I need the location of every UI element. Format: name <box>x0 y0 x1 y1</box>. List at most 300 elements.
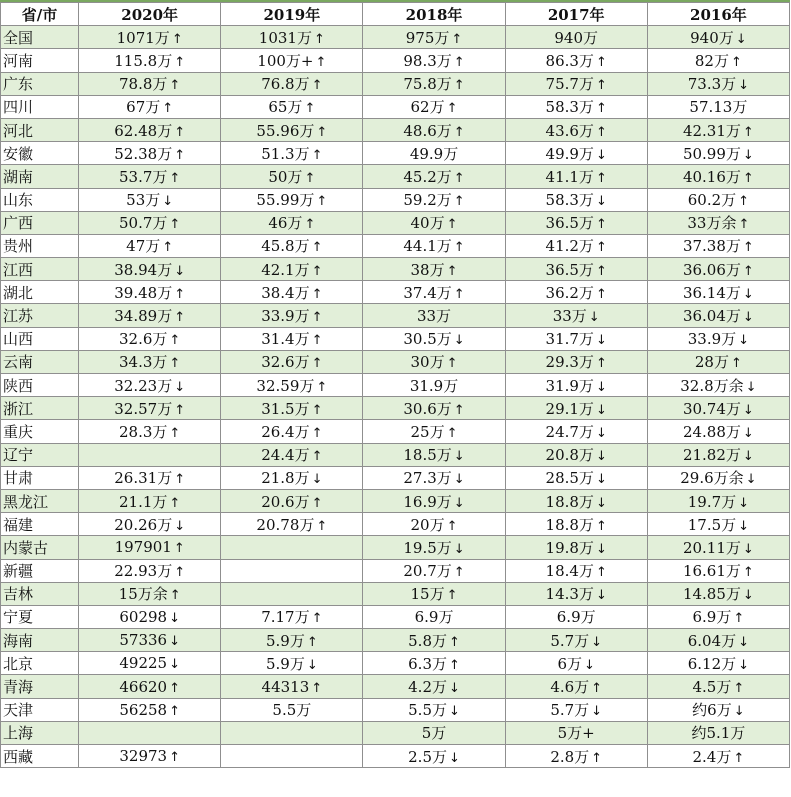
province-cell: 湖北 <box>1 281 79 304</box>
value-cell <box>221 443 363 466</box>
province-cell: 重庆 <box>1 420 79 443</box>
value-text: 4.5万 <box>692 678 732 697</box>
arrow-down-icon: ↓ <box>591 704 603 720</box>
value-cell <box>363 374 505 397</box>
value-cell <box>363 721 505 744</box>
arrow-down-icon: ↓ <box>595 495 607 511</box>
value-text: 940万 <box>690 28 734 47</box>
value-cell <box>79 443 221 466</box>
arrow-up-icon: ↑ <box>169 217 181 233</box>
province-cell: 广西 <box>1 211 79 234</box>
header-cell-2017: 2017年 <box>505 3 647 26</box>
value-text: 48.6万 <box>403 121 452 140</box>
value-text: 41.1万 <box>545 167 594 186</box>
arrow-down-icon: ↓ <box>595 194 607 210</box>
arrow-up-icon: ↑ <box>449 657 460 673</box>
value-cell <box>647 745 789 768</box>
table-row <box>1 721 790 744</box>
value-text: 58.3万 <box>545 98 594 117</box>
value-text: 6.3万 <box>408 654 447 673</box>
value-text: 25万 <box>410 422 445 441</box>
value-text: 32.23万 <box>114 376 173 395</box>
table-row <box>1 675 790 698</box>
value-text: 46万 <box>268 214 303 233</box>
value-cell <box>79 165 221 188</box>
value-cell <box>647 49 789 72</box>
value-cell <box>647 281 789 304</box>
value-text: 17.5万 <box>687 515 737 534</box>
value-text: 42.31万 <box>682 121 741 140</box>
value-text: 21.82万 <box>682 446 741 465</box>
arrow-up-icon: ↑ <box>174 310 186 326</box>
table-row <box>1 211 790 234</box>
value-cell <box>647 118 789 141</box>
arrow-up-icon: ↑ <box>169 356 181 372</box>
value-text: 62万 <box>410 98 445 117</box>
value-cell <box>79 397 221 420</box>
arrow-up-icon: ↑ <box>316 518 328 534</box>
value-cell <box>79 466 221 489</box>
value-cell <box>505 350 647 373</box>
value-text: 7.17万 <box>261 608 310 627</box>
value-cell <box>505 605 647 628</box>
value-text: 39.48万 <box>114 283 173 302</box>
arrow-up-icon: ↑ <box>311 78 323 94</box>
table-row <box>1 72 790 95</box>
value-cell <box>221 721 363 744</box>
value-cell <box>221 350 363 373</box>
arrow-down-icon: ↓ <box>449 750 460 766</box>
value-text: 33.9万 <box>687 330 737 349</box>
value-cell <box>647 489 789 512</box>
arrow-down-icon: ↓ <box>162 194 174 210</box>
value-text: 5.5万 <box>272 701 312 720</box>
value-text: 53.7万 <box>119 167 168 186</box>
arrow-down-icon: ↓ <box>453 541 465 557</box>
value-text: 32.57万 <box>114 399 173 418</box>
arrow-up-icon: ↑ <box>304 101 316 117</box>
province-cell: 青海 <box>1 675 79 698</box>
value-cell <box>79 49 221 72</box>
value-text: 14.85万 <box>682 585 741 604</box>
value-text: 18.4万 <box>545 562 594 581</box>
arrow-down-icon: ↓ <box>745 472 757 488</box>
value-cell <box>79 489 221 512</box>
province-cell: 宁夏 <box>1 605 79 628</box>
arrow-down-icon: ↓ <box>453 495 465 511</box>
arrow-down-icon: ↓ <box>449 681 460 697</box>
arrow-down-icon: ↓ <box>591 634 603 650</box>
value-text: 38万 <box>410 260 445 279</box>
value-text: 29.3万 <box>545 353 594 372</box>
data-table <box>0 2 790 768</box>
value-cell <box>647 582 789 605</box>
value-text: 33万 <box>416 307 452 326</box>
province-cell: 山东 <box>1 188 79 211</box>
value-text: 32.59万 <box>256 376 315 395</box>
arrow-down-icon: ↓ <box>169 657 180 673</box>
arrow-down-icon: ↓ <box>742 449 754 465</box>
arrow-down-icon: ↓ <box>742 147 754 163</box>
value-cell <box>363 350 505 373</box>
value-text: 47万 <box>126 237 161 256</box>
value-text: 56258 <box>119 700 168 719</box>
value-text: 50.7万 <box>119 214 168 233</box>
value-cell <box>505 165 647 188</box>
value-cell <box>79 536 221 559</box>
value-cell <box>505 374 647 397</box>
value-text: 38.4万 <box>261 283 310 302</box>
value-text: 2.4万 <box>692 747 732 766</box>
value-text: 4.6万 <box>550 678 590 697</box>
value-cell <box>79 745 221 768</box>
arrow-up-icon: ↑ <box>315 54 327 70</box>
value-text: 31.4万 <box>261 330 310 349</box>
table-row <box>1 304 790 327</box>
value-cell <box>647 559 789 582</box>
table-row <box>1 652 790 675</box>
value-cell <box>221 605 363 628</box>
arrow-up-icon: ↑ <box>316 379 328 395</box>
value-text: 42.1万 <box>261 260 310 279</box>
value-cell <box>79 675 221 698</box>
arrow-up-icon: ↑ <box>742 565 754 581</box>
arrow-up-icon: ↑ <box>449 634 460 650</box>
value-text: 40万 <box>410 214 445 233</box>
arrow-up-icon: ↑ <box>162 101 174 117</box>
arrow-up-icon: ↑ <box>595 518 607 534</box>
arrow-up-icon: ↑ <box>595 54 607 70</box>
value-text: 58.3万 <box>545 191 594 210</box>
arrow-up-icon: ↑ <box>169 333 181 349</box>
value-text: 44.1万 <box>403 237 452 256</box>
value-cell <box>647 721 789 744</box>
value-text: 21.8万 <box>261 469 310 488</box>
value-cell <box>79 582 221 605</box>
arrow-down-icon: ↓ <box>742 402 754 418</box>
value-cell <box>363 513 505 536</box>
province-cell: 福建 <box>1 513 79 536</box>
value-text: 49225 <box>119 654 168 673</box>
value-text: 115.8万 <box>114 51 173 70</box>
arrow-up-icon: ↑ <box>453 54 465 70</box>
value-cell <box>505 675 647 698</box>
value-cell <box>363 652 505 675</box>
table-row <box>1 234 790 257</box>
arrow-up-icon: ↑ <box>446 518 458 534</box>
value-cell <box>505 513 647 536</box>
arrow-up-icon: ↑ <box>733 750 745 766</box>
arrow-down-icon: ↓ <box>742 310 754 326</box>
value-text: 940万 <box>554 28 599 47</box>
arrow-down-icon: ↓ <box>742 588 754 604</box>
value-cell <box>221 142 363 165</box>
arrow-up-icon: ↑ <box>453 286 465 302</box>
value-cell <box>505 281 647 304</box>
arrow-up-icon: ↑ <box>733 681 745 697</box>
arrow-up-icon: ↑ <box>446 263 458 279</box>
table-row <box>1 258 790 281</box>
value-text: 6.9万 <box>556 608 596 627</box>
value-cell <box>221 536 363 559</box>
value-text: 32.6万 <box>119 330 168 349</box>
value-text: 82万 <box>694 51 729 70</box>
arrow-up-icon: ↑ <box>446 588 458 604</box>
value-cell <box>79 721 221 744</box>
value-cell <box>505 721 647 744</box>
value-text: 21.1万 <box>119 492 168 511</box>
value-cell <box>647 95 789 118</box>
value-text: 5万 <box>421 724 447 743</box>
value-text: 6万 <box>557 654 583 673</box>
value-text: 24.7万 <box>545 422 594 441</box>
value-cell <box>363 420 505 443</box>
value-text: 34.89万 <box>114 307 173 326</box>
value-text: 约6万 <box>692 701 732 720</box>
province-cell: 内蒙古 <box>1 536 79 559</box>
value-text: 20万 <box>410 515 445 534</box>
province-cell: 黑龙江 <box>1 489 79 512</box>
value-cell <box>79 188 221 211</box>
value-text: 62.48万 <box>114 121 173 140</box>
value-cell <box>363 304 505 327</box>
header-cell-2019: 2019年 <box>221 3 363 26</box>
arrow-down-icon: ↓ <box>453 449 465 465</box>
province-cell: 江西 <box>1 258 79 281</box>
value-text: 5.7万 <box>550 701 590 720</box>
value-cell <box>79 652 221 675</box>
value-text: 19.7万 <box>687 492 737 511</box>
province-cell: 安徽 <box>1 142 79 165</box>
value-text: 20.78万 <box>256 515 315 534</box>
value-text: 32.8万余 <box>680 376 744 395</box>
value-text: 59.2万 <box>403 191 452 210</box>
arrow-down-icon: ↓ <box>738 634 750 650</box>
value-cell <box>647 374 789 397</box>
value-cell <box>79 95 221 118</box>
value-text: 2.5万 <box>408 747 447 766</box>
value-cell <box>647 234 789 257</box>
arrow-up-icon: ↑ <box>446 425 458 441</box>
value-text: 18.5万 <box>403 446 452 465</box>
arrow-up-icon: ↑ <box>742 263 754 279</box>
value-text: 78.8万 <box>119 75 168 94</box>
arrow-up-icon: ↑ <box>311 495 323 511</box>
arrow-down-icon: ↓ <box>738 333 750 349</box>
table-row <box>1 95 790 118</box>
arrow-up-icon: ↑ <box>306 634 318 650</box>
value-cell <box>363 605 505 628</box>
value-text: 2.8万 <box>550 747 590 766</box>
value-cell <box>79 258 221 281</box>
arrow-up-icon: ↑ <box>311 147 323 163</box>
value-cell <box>363 745 505 768</box>
value-text: 30.5万 <box>403 330 452 349</box>
value-cell <box>505 466 647 489</box>
value-cell <box>505 188 647 211</box>
arrow-up-icon: ↑ <box>742 124 754 140</box>
value-cell <box>221 559 363 582</box>
arrow-up-icon: ↑ <box>174 565 186 581</box>
value-text: 51.3万 <box>261 144 310 163</box>
arrow-up-icon: ↑ <box>171 31 183 47</box>
arrow-up-icon: ↑ <box>313 31 325 47</box>
arrow-down-icon: ↓ <box>742 425 754 441</box>
value-cell <box>505 95 647 118</box>
value-cell <box>363 675 505 698</box>
arrow-up-icon: ↑ <box>311 263 323 279</box>
value-text: 4.2万 <box>408 678 447 697</box>
table-row <box>1 49 790 72</box>
arrow-up-icon: ↑ <box>591 681 603 697</box>
header-cell-2020: 2020年 <box>79 3 221 26</box>
value-text: 49.9万 <box>409 144 459 163</box>
arrow-down-icon: ↓ <box>453 333 465 349</box>
value-cell <box>221 327 363 350</box>
arrow-up-icon: ↑ <box>453 240 465 256</box>
table-row <box>1 327 790 350</box>
value-text: 20.7万 <box>403 562 452 581</box>
value-text: 20.26万 <box>114 515 173 534</box>
arrow-up-icon: ↑ <box>311 425 323 441</box>
arrow-up-icon: ↑ <box>733 611 745 627</box>
value-cell <box>363 629 505 652</box>
value-cell <box>363 49 505 72</box>
province-cell: 上海 <box>1 721 79 744</box>
arrow-up-icon: ↑ <box>595 78 607 94</box>
value-text: 20.6万 <box>261 492 310 511</box>
value-cell <box>647 304 789 327</box>
arrow-up-icon: ↑ <box>451 31 463 47</box>
arrow-down-icon: ↓ <box>745 379 757 395</box>
value-text: 28万 <box>694 353 729 372</box>
arrow-down-icon: ↓ <box>174 518 186 534</box>
value-cell <box>221 513 363 536</box>
arrow-up-icon: ↑ <box>595 356 607 372</box>
value-text: 100万+ <box>257 51 314 70</box>
value-text: 75.8万 <box>403 75 452 94</box>
value-cell <box>647 698 789 721</box>
value-cell <box>647 72 789 95</box>
value-text: 22.93万 <box>114 562 173 581</box>
table-row <box>1 118 790 141</box>
arrow-down-icon: ↓ <box>595 147 607 163</box>
arrow-up-icon: ↑ <box>742 170 754 186</box>
value-text: 36.14万 <box>682 283 741 302</box>
table-row <box>1 629 790 652</box>
header-cell-2018: 2018年 <box>363 3 505 26</box>
value-cell <box>363 443 505 466</box>
arrow-up-icon: ↑ <box>453 170 465 186</box>
table-row <box>1 350 790 373</box>
arrow-up-icon: ↑ <box>316 194 328 210</box>
value-cell <box>647 188 789 211</box>
value-text: 27.3万 <box>403 469 452 488</box>
value-text: 31.5万 <box>261 399 310 418</box>
arrow-up-icon: ↑ <box>311 240 323 256</box>
value-text: 50万 <box>268 167 303 186</box>
arrow-down-icon: ↓ <box>595 425 607 441</box>
province-cell: 湖南 <box>1 165 79 188</box>
value-text: 55.99万 <box>256 191 315 210</box>
header-cell-province: 省/市 <box>1 3 79 26</box>
table-row <box>1 559 790 582</box>
value-cell <box>79 559 221 582</box>
value-text: 30万 <box>410 353 445 372</box>
arrow-up-icon: ↑ <box>169 495 181 511</box>
arrow-up-icon: ↑ <box>174 402 186 418</box>
value-text: 46620 <box>119 677 168 696</box>
value-cell <box>505 397 647 420</box>
value-text: 36.5万 <box>545 214 594 233</box>
arrow-up-icon: ↑ <box>738 217 750 233</box>
value-cell <box>221 118 363 141</box>
table-row <box>1 443 790 466</box>
value-text: 36.5万 <box>545 260 594 279</box>
arrow-down-icon: ↓ <box>584 657 595 673</box>
arrow-up-icon: ↑ <box>595 217 607 233</box>
value-cell <box>221 466 363 489</box>
value-cell <box>221 397 363 420</box>
value-cell <box>647 258 789 281</box>
value-cell <box>363 466 505 489</box>
value-cell <box>363 118 505 141</box>
table-row <box>1 582 790 605</box>
value-text: 32.6万 <box>261 353 310 372</box>
value-text: 86.3万 <box>545 51 594 70</box>
value-text: 45.8万 <box>261 237 310 256</box>
value-cell <box>505 629 647 652</box>
value-cell <box>79 304 221 327</box>
value-text: 76.8万 <box>261 75 310 94</box>
value-cell <box>647 536 789 559</box>
value-text: 20.11万 <box>682 538 741 557</box>
value-text: 65万 <box>268 98 303 117</box>
province-cell: 山西 <box>1 327 79 350</box>
arrow-down-icon: ↓ <box>588 310 600 326</box>
value-cell <box>79 605 221 628</box>
value-cell <box>505 443 647 466</box>
value-text: 40.16万 <box>682 167 741 186</box>
table-row <box>1 142 790 165</box>
arrow-up-icon: ↑ <box>311 402 323 418</box>
value-text: 15万余 <box>118 585 168 604</box>
table-row <box>1 698 790 721</box>
province-cell: 广东 <box>1 72 79 95</box>
table-row <box>1 281 790 304</box>
value-text: 6.12万 <box>687 654 737 673</box>
arrow-up-icon: ↑ <box>591 750 603 766</box>
value-text: 49.9万 <box>545 144 594 163</box>
value-text: 30.6万 <box>403 399 452 418</box>
value-text: 31.7万 <box>545 330 594 349</box>
header-cell-2016: 2016年 <box>647 3 789 26</box>
value-text: 18.8万 <box>545 515 594 534</box>
value-text: 1071万 <box>116 28 170 47</box>
value-cell <box>221 420 363 443</box>
value-cell <box>221 49 363 72</box>
arrow-up-icon: ↑ <box>311 286 323 302</box>
value-text: 37.38万 <box>682 237 741 256</box>
value-cell <box>647 513 789 536</box>
province-cell: 甘肃 <box>1 466 79 489</box>
value-cell <box>79 211 221 234</box>
value-cell <box>505 142 647 165</box>
value-cell <box>221 745 363 768</box>
province-cell: 河南 <box>1 49 79 72</box>
value-cell <box>363 397 505 420</box>
arrow-up-icon: ↑ <box>446 101 458 117</box>
